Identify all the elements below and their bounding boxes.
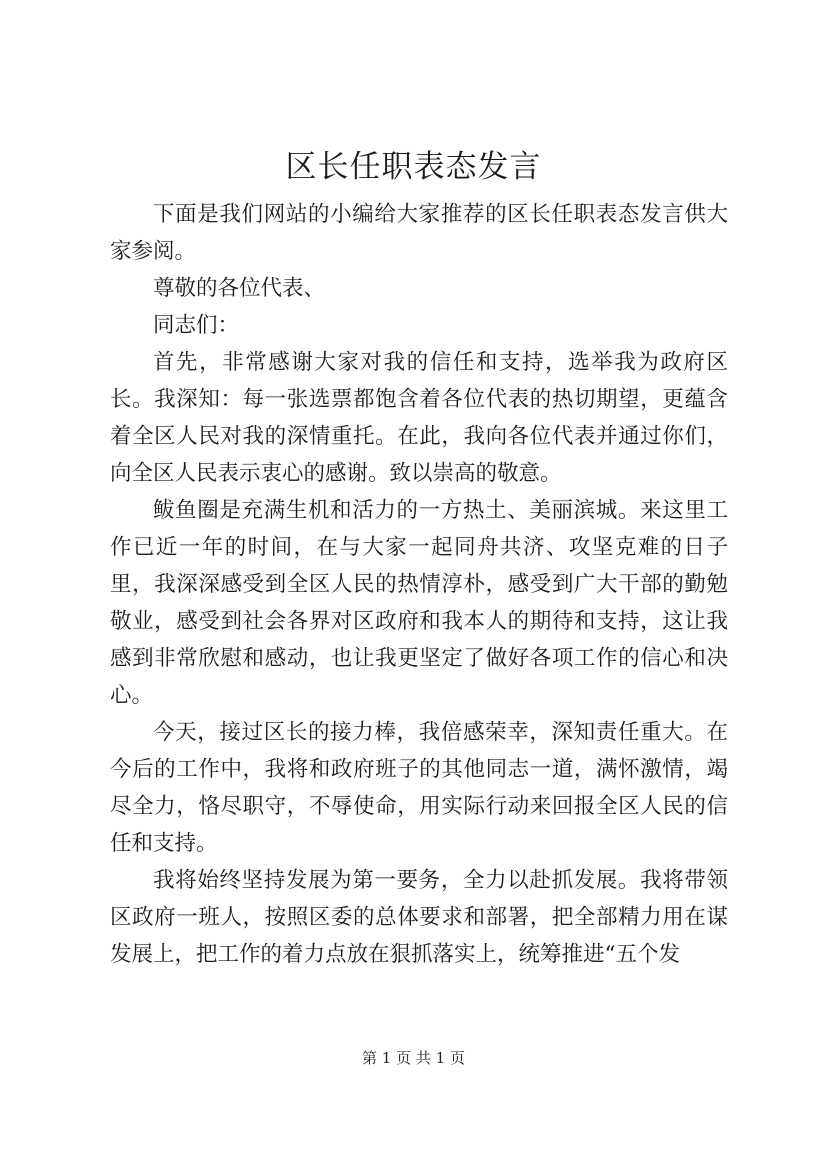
paragraph-salutation-2: 同志们： [153,313,240,338]
page-number-footer: 第 1 页 共 1 页 [362,1049,465,1067]
paragraph-salutation-1: 尊敬的各位代表、 [153,276,326,301]
paragraph-bayuquan: 鲅鱼圈是充满生机和活力的一方热土、美丽滨城。来这里工作已近一年的时间，在与大家一起同舟共济、攻坚克难的日子里，我深深感受到全区人民的热情淳朴，感受到广大干部的勤勉敬业，感受到社会各界对区政府和我本人的期待和支持，这让我感到非常欣慰和感动，也让我更坚定了做好各项工作的信心和决心。 [110,498,728,708]
document-title: 区长任职表态发言 [285,149,542,185]
paragraph-intro: 下面是我们网站的小编给大家推荐的区长任职表态发言供大家参阅。 [110,202,728,264]
document-body [110,196,728,973]
paragraph-development: 我将始终坚持发展为第一要务，全力以赴抓发展。我将带领区政府一班人，按照区委的总体要求和部署，把全部精力用在谋发展上，把工作的着力点放在狠抓落实上，统筹推进“五个发 [110,868,728,967]
paragraph-thanks: 首先，非常感谢大家对我的信任和支持，选举我为政府区长。我深知：每一张选票都饱含着各位代表的热切期望，更蕴含着全区人民对我的深情重托。在此，我向各位代表并通过你们，向全区人民表示衷心的感谢。致以崇高的敬意。 [110,350,728,486]
paragraph-today: 今天，接过区长的接力棒，我倍感荣幸，深知责任重大。在今后的工作中，我将和政府班子的其他同志一道，满怀激情，竭尽全力，恪尽职守，不辱使命，用实际行动来回报全区人民的信任和支持。 [110,720,728,856]
